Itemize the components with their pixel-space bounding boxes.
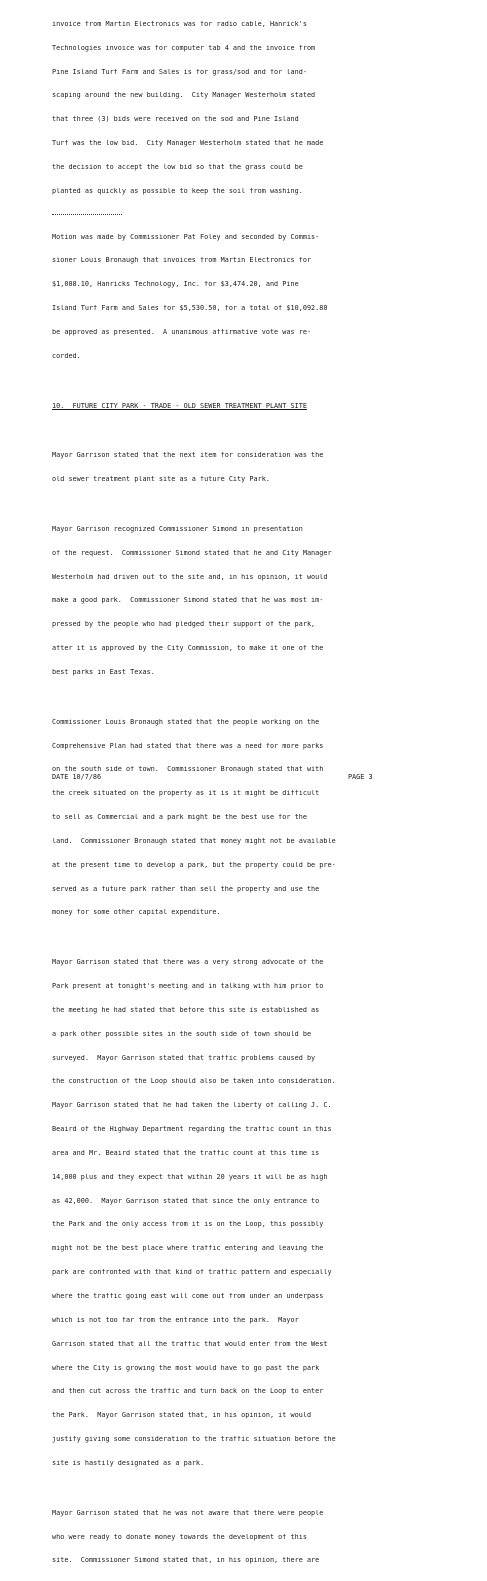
text-line: Comprehensive Plan had stated that there was a need for more parks	[52, 742, 324, 750]
text-line: best parks in East Texas.	[52, 668, 155, 676]
text-line: pressed by the people who had pledged their support of the park,	[52, 621, 316, 629]
text-line: park are confronted with that kind of traffic pattern and especially	[52, 1269, 332, 1277]
paragraph-intro	[52, 436, 457, 500]
text-line: planted as quickly as possible to keep the soil from washing.	[52, 187, 303, 195]
paragraph-donations	[52, 1494, 457, 1581]
text-line: the Park and the only access from it is on the Loop, this possibly	[52, 1221, 324, 1229]
text-line: the creek situated on the property as it is it might be difficult	[52, 790, 320, 798]
text-line: which is not too far from the entrance into the park. Mayor	[52, 1316, 299, 1324]
text-line: at the present time to develop a park, but the property could be pre-	[52, 861, 336, 869]
text-line: Island Turf Farm and Sales for $5,530.50, for a total of $10,092.80	[52, 305, 328, 313]
text-line: corded.	[52, 352, 81, 360]
text-line: site. Commissioner Simond stated that, in his opinion, there are	[52, 1557, 320, 1565]
footer-page-number: PAGE 3	[348, 773, 373, 781]
text-line: where the traffic going east will come out from under an underpass	[52, 1293, 324, 1300]
text-line: as 42,000. Mayor Garrison stated that since the only entrance to	[52, 1197, 320, 1205]
text-line: served as a future park rather than sell the property and use the	[52, 885, 320, 893]
text-line: a park other possible sites in the south side of town should be	[52, 1030, 312, 1038]
footer-date: DATE 10/7/86	[52, 773, 102, 781]
text-line: on the south side of town. Commissioner Bronaugh stated that with	[52, 766, 324, 774]
heading-text: 10. FUTURE CITY PARK - TRADE - OLD SEWER TREATMENT PLANT SITE	[52, 402, 307, 410]
paragraph-bronaugh	[52, 703, 457, 934]
paragraph-garrison-traffic	[52, 943, 457, 1483]
text-line: old sewer treatment plant site as a future City Park.	[52, 476, 270, 484]
section-heading	[52, 387, 457, 427]
text-line: surveyed. Mayor Garrison stated that traffic problems caused by	[52, 1054, 316, 1062]
text-line: where the City is growing the most would have to go past the park	[52, 1364, 320, 1372]
text-line: invoice from Martin Electronics was for radio cable, Hanrick's	[52, 20, 307, 28]
text-line: justify giving some consideration to the traffic situation before the	[52, 1436, 336, 1444]
text-line: make a good park. Commissioner Simond stated that he was most im-	[52, 597, 324, 605]
text-line: the decision to accept the low bid so that the grass could be	[52, 163, 303, 171]
text-line: Mayor Garrison stated that he had taken the liberty of calling J. C.	[52, 1102, 332, 1110]
text-line: the Park. Mayor Garrison stated that, in his opinion, it would	[52, 1412, 312, 1420]
text-line: and then cut across the traffic and turn back on the Loop to enter	[52, 1388, 324, 1396]
text-line: Garrison stated that all the traffic that would enter from the West	[52, 1340, 328, 1348]
text-line: might not be the best place where traffic entering and leaving the	[52, 1245, 324, 1253]
text-line: scaping around the new building. City Manager Westerholm stated	[52, 92, 316, 100]
text-line: Motion was made by Commissioner Pat Foley and seconded by Commis-	[52, 233, 320, 241]
text-line: Mayor Garrison stated that there was a very strong advocate of the	[52, 959, 324, 967]
text-line: Mayor Garrison stated that he was not aware that there were people	[52, 1509, 324, 1517]
text-line: sioner Louis Bronaugh that invoices from Martin Electronics for	[52, 257, 312, 265]
paragraph-motion	[52, 218, 457, 377]
paragraph-simond	[52, 510, 457, 693]
text-line: Turf was the low bid. City Manager Westerholm stated that he made	[52, 140, 324, 148]
text-line: land. Commissioner Bronaugh stated that money might not be available	[52, 837, 336, 845]
text-line: site is hastily designated as a park.	[52, 1459, 205, 1467]
text-line: the meeting he had stated that before this site is established as	[52, 1006, 320, 1014]
text-line: who were ready to donate money towards the development of this	[52, 1533, 307, 1541]
text-line: after it is approved by the City Commission, to make it one of the	[52, 645, 324, 653]
text-line: $1,088.10, Hanricks Technology, Inc. for $3,474.20, and Pine	[52, 281, 299, 289]
text-line: Park present at tonight's meeting and in talking with him prior to	[52, 983, 324, 991]
text-line: Commissioner Louis Bronaugh stated that the people working on the	[52, 718, 320, 726]
paragraph-invoices	[52, 5, 457, 212]
text-line: to sell as Commercial and a park might be the best use for the	[52, 814, 307, 822]
text-line: Mayor Garrison recognized Commissioner Simond in presentation	[52, 525, 303, 533]
text-line: Westerholm had driven out to the site and, in his opinion, it would	[52, 573, 328, 581]
text-line: Pine Island Turf Farm and Sales is for grass/sod and for land-	[52, 68, 307, 76]
text-line: be approved as presented. A unanimous affirmative vote was re-	[52, 328, 312, 336]
text-line: 14,000 plus and they expect that within 20 years it will be as high	[52, 1173, 328, 1181]
text-line: the construction of the Loop should also be taken into consideration.	[52, 1078, 336, 1086]
text-line: area and Mr. Beaird stated that the traffic count at this time is	[52, 1149, 320, 1157]
text-line: Technologies invoice was for computer tab 4 and the invoice from	[52, 44, 316, 52]
text-line: of the request. Commissioner Simond stated that he and City Manager	[52, 549, 332, 557]
text-line: that three (3) bids were received on the sod and Pine Island	[52, 116, 299, 124]
text-line: Beaird of the Highway Department regarding the traffic count in this	[52, 1126, 332, 1134]
text-line: money for some other capital expenditure.	[52, 909, 221, 917]
text-line: Mayor Garrison stated that the next item for consideration was the	[52, 452, 324, 460]
